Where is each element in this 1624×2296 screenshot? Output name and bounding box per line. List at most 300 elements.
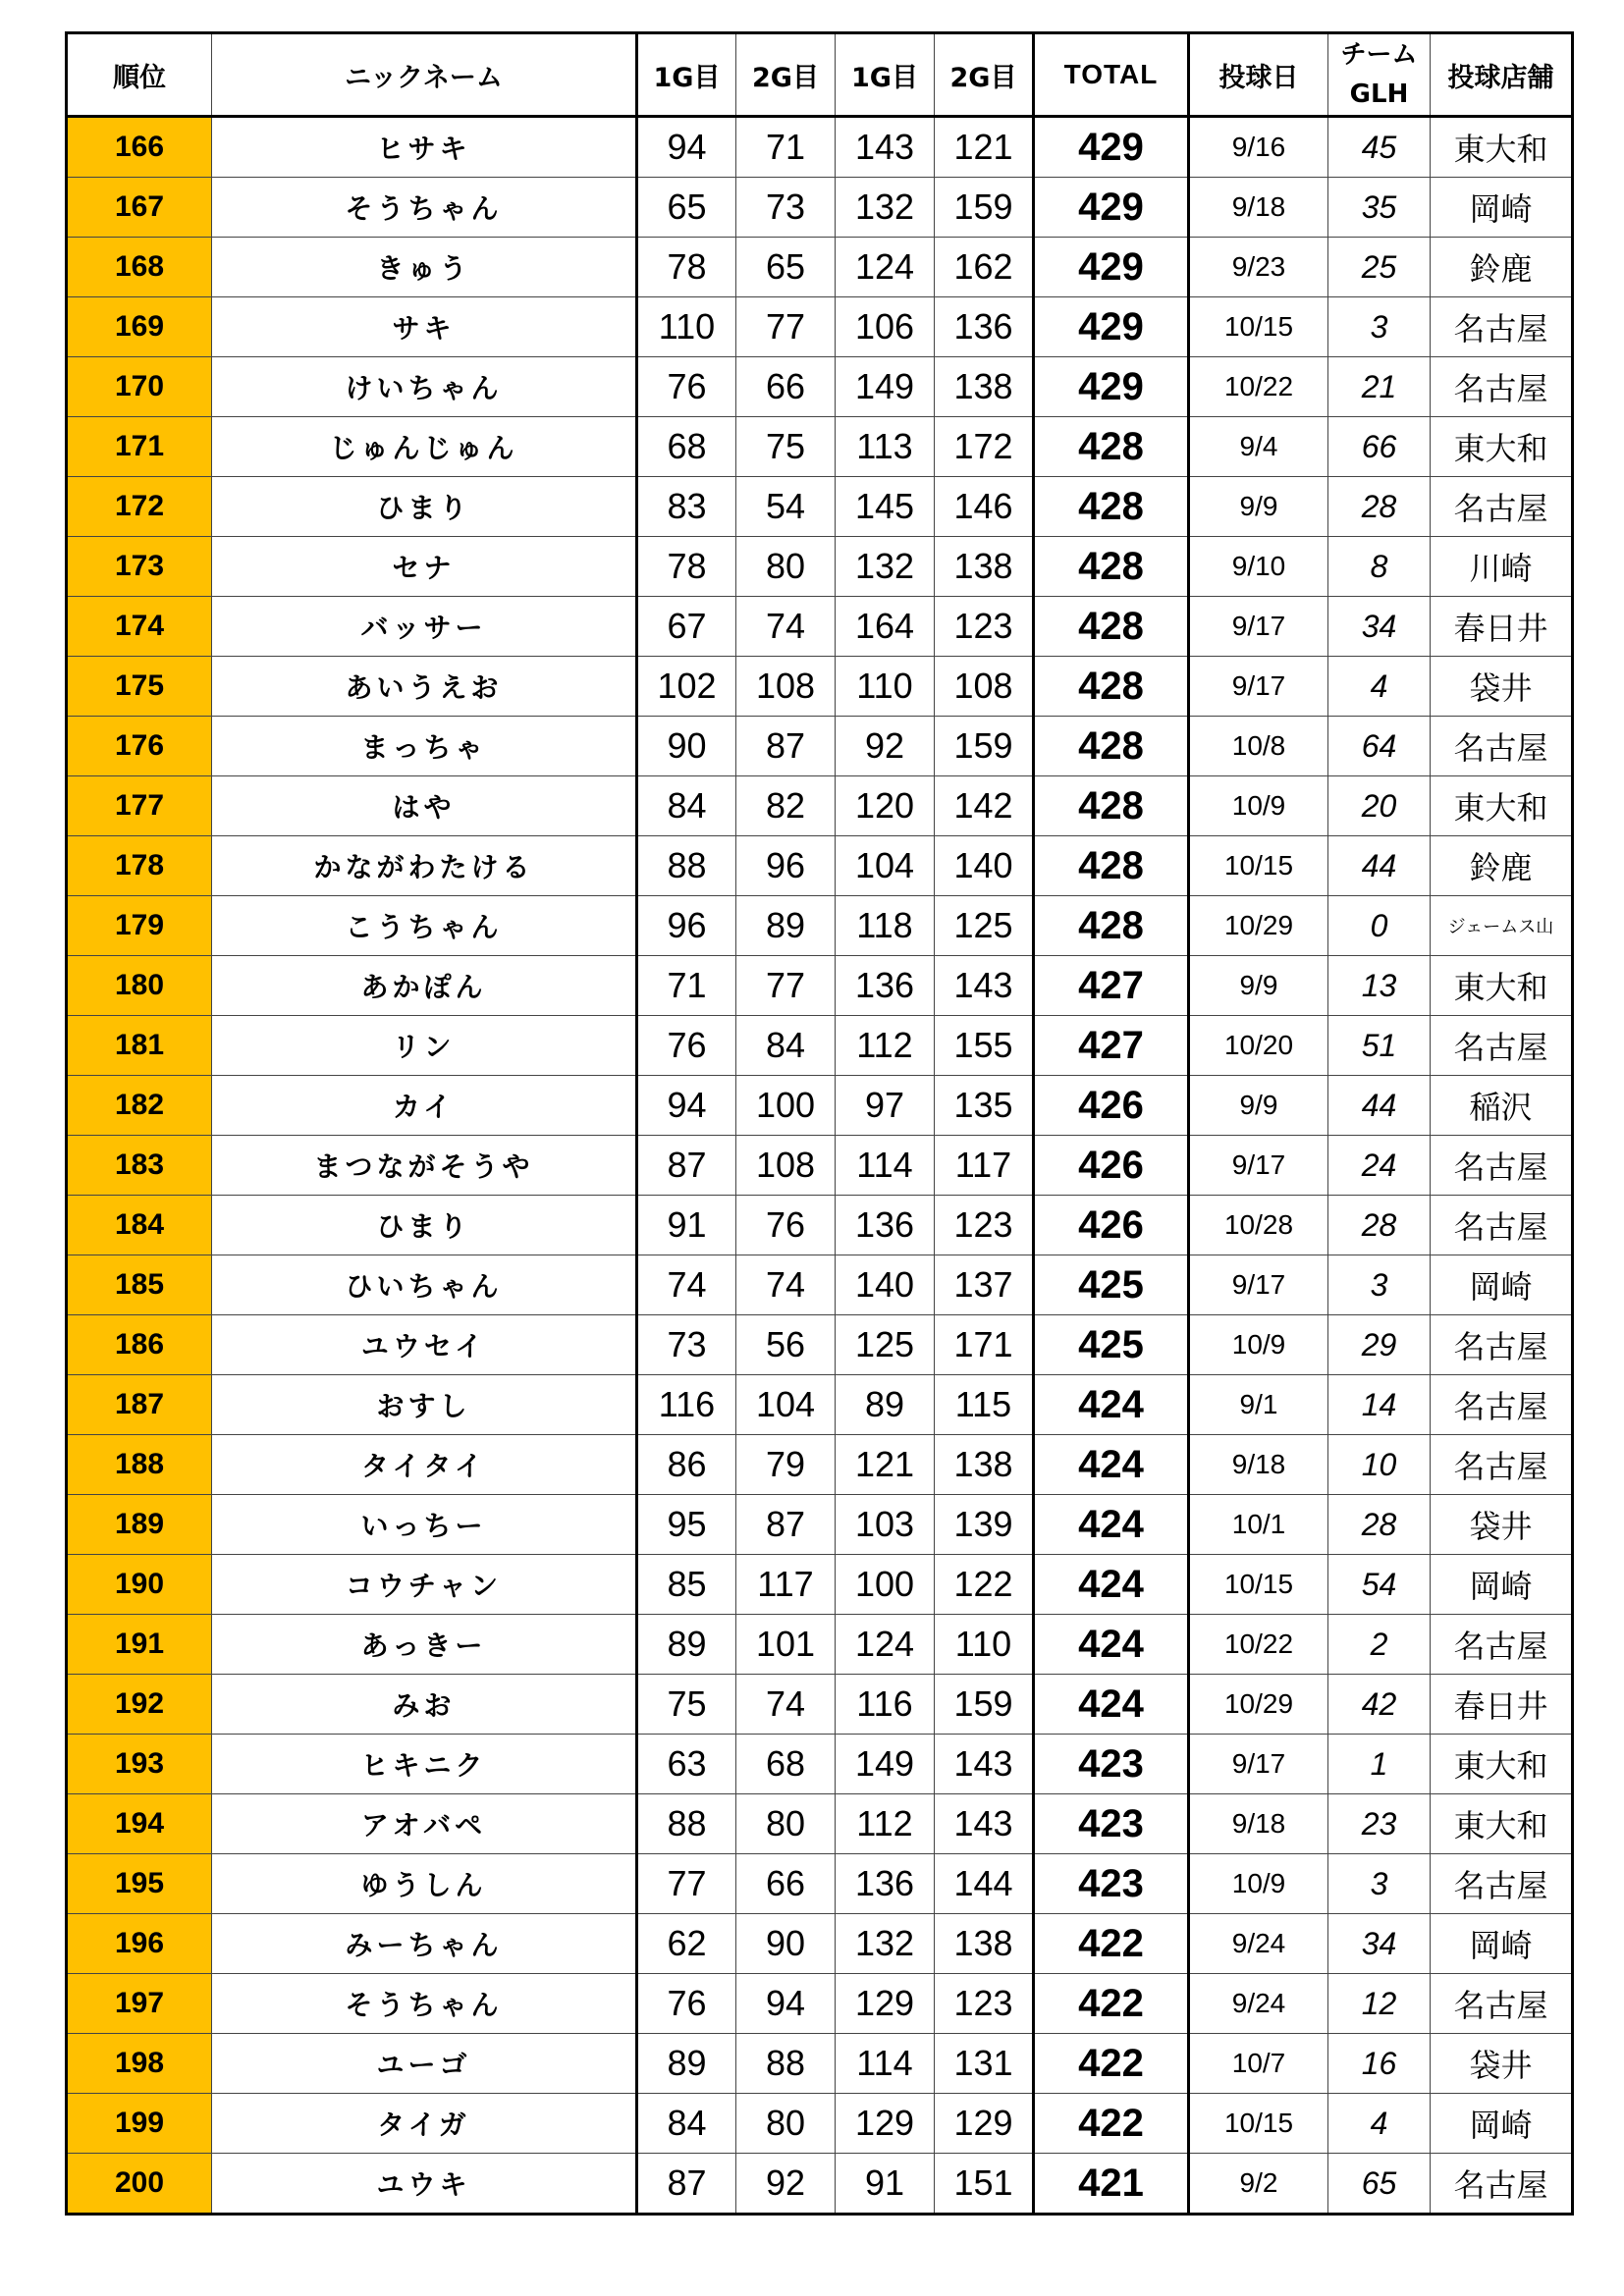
game2-a-cell: 117 (736, 1555, 836, 1615)
table-row (67, 1196, 1573, 1255)
store-cell: 名古屋 (1431, 1615, 1573, 1675)
game2-a-cell: 77 (736, 297, 836, 357)
store-cell: 名古屋 (1431, 1854, 1573, 1914)
date-cell: 10/29 (1189, 896, 1328, 956)
glh-cell: 3 (1328, 1255, 1431, 1315)
rank-cell: 166 (67, 117, 212, 178)
total-cell: 428 (1034, 597, 1189, 657)
game2-a-cell: 66 (736, 357, 836, 417)
total-cell: 424 (1034, 1375, 1189, 1435)
rank-cell: 196 (67, 1914, 212, 1974)
game1-b-cell: 116 (836, 1675, 935, 1735)
game2-b-cell: 123 (935, 597, 1034, 657)
ranking-rows (67, 117, 1573, 2215)
table-row (67, 1615, 1573, 1675)
nickname-cell: リン (212, 1016, 637, 1076)
total-cell: 424 (1034, 1555, 1189, 1615)
table-row (67, 1854, 1573, 1914)
glh-cell: 20 (1328, 776, 1431, 836)
game2-b-cell: 143 (935, 956, 1034, 1016)
rank-cell: 200 (67, 2154, 212, 2215)
nickname-cell: こうちゃん (212, 896, 637, 956)
total-cell: 427 (1034, 1016, 1189, 1076)
glh-cell: 44 (1328, 1076, 1431, 1136)
glh-cell: 2 (1328, 1615, 1431, 1675)
game2-b-cell: 162 (935, 238, 1034, 297)
game1-a-cell: 78 (637, 537, 736, 597)
game2-b-cell: 138 (935, 357, 1034, 417)
nickname-cell: けいちゃん (212, 357, 637, 417)
store-cell: 春日井 (1431, 597, 1573, 657)
rank-cell: 169 (67, 297, 212, 357)
nickname-cell: そうちゃん (212, 178, 637, 238)
game1-a-cell: 71 (637, 956, 736, 1016)
table-row (67, 896, 1573, 956)
game1-b-cell: 114 (836, 1136, 935, 1196)
date-cell: 9/17 (1189, 1255, 1328, 1315)
total-cell: 423 (1034, 1854, 1189, 1914)
game1-a-cell: 76 (637, 1974, 736, 2034)
rank-cell: 175 (67, 657, 212, 717)
game2-a-cell: 82 (736, 776, 836, 836)
date-cell: 10/8 (1189, 717, 1328, 776)
nickname-cell: ユウキ (212, 2154, 637, 2215)
game2-b-cell: 172 (935, 417, 1034, 477)
rank-cell: 195 (67, 1854, 212, 1914)
nickname-cell: そうちゃん (212, 1974, 637, 2034)
game1-a-cell: 95 (637, 1495, 736, 1555)
rank-cell: 188 (67, 1435, 212, 1495)
game1-b-cell: 112 (836, 1016, 935, 1076)
glh-cell: 14 (1328, 1375, 1431, 1435)
ranking-table (65, 31, 1574, 2216)
game2-b-cell: 131 (935, 2034, 1034, 2094)
game1-a-cell: 62 (637, 1914, 736, 1974)
store-cell: 名古屋 (1431, 1435, 1573, 1495)
glh-cell: 28 (1328, 1495, 1431, 1555)
table-row (67, 1914, 1573, 1974)
glh-cell: 34 (1328, 1914, 1431, 1974)
table-row (67, 1016, 1573, 1076)
game2-b-cell: 138 (935, 1914, 1034, 1974)
game2-b-cell: 137 (935, 1255, 1034, 1315)
game1-a-cell: 63 (637, 1735, 736, 1794)
glh-cell: 25 (1328, 238, 1431, 297)
date-cell: 10/15 (1189, 836, 1328, 896)
store-cell: 岡崎 (1431, 2094, 1573, 2154)
game2-a-cell: 80 (736, 1794, 836, 1854)
nickname-cell: みーちゃん (212, 1914, 637, 1974)
glh-cell: 3 (1328, 1854, 1431, 1914)
glh-cell: 54 (1328, 1555, 1431, 1615)
game2-b-cell: 159 (935, 1675, 1034, 1735)
date-cell: 10/15 (1189, 2094, 1328, 2154)
game1-a-cell: 86 (637, 1435, 736, 1495)
glh-cell: 13 (1328, 956, 1431, 1016)
nickname-cell: ひまり (212, 1196, 637, 1255)
game2-b-cell: 123 (935, 1974, 1034, 2034)
table-row (67, 2094, 1573, 2154)
game1-a-cell: 74 (637, 1255, 736, 1315)
nickname-cell: ゆうしん (212, 1854, 637, 1914)
store-cell: 東大和 (1431, 956, 1573, 1016)
game1-b-cell: 89 (836, 1375, 935, 1435)
store-cell: 鈴鹿 (1431, 836, 1573, 896)
rank-cell: 192 (67, 1675, 212, 1735)
glh-cell: 1 (1328, 1735, 1431, 1794)
game1-a-cell: 110 (637, 297, 736, 357)
game2-b-cell: 138 (935, 537, 1034, 597)
game2-b-cell: 122 (935, 1555, 1034, 1615)
table-row (67, 178, 1573, 238)
game2-b-cell: 125 (935, 896, 1034, 956)
game2-b-cell: 171 (935, 1315, 1034, 1375)
date-cell: 10/28 (1189, 1196, 1328, 1255)
total-cell: 421 (1034, 2154, 1189, 2215)
game1-a-cell: 88 (637, 836, 736, 896)
game1-b-cell: 120 (836, 776, 935, 836)
header-total: TOTAL (1034, 33, 1189, 117)
store-cell: 岡崎 (1431, 1914, 1573, 1974)
store-cell: 鈴鹿 (1431, 238, 1573, 297)
glh-cell: 28 (1328, 1196, 1431, 1255)
nickname-cell: まっちゃ (212, 717, 637, 776)
game2-a-cell: 87 (736, 1495, 836, 1555)
table-row (67, 1735, 1573, 1794)
total-cell: 429 (1034, 178, 1189, 238)
game1-b-cell: 121 (836, 1435, 935, 1495)
game2-b-cell: 151 (935, 2154, 1034, 2215)
date-cell: 9/24 (1189, 1974, 1328, 2034)
rank-cell: 182 (67, 1076, 212, 1136)
glh-cell: 65 (1328, 2154, 1431, 2215)
game1-a-cell: 67 (637, 597, 736, 657)
game1-a-cell: 94 (637, 117, 736, 178)
table-row (67, 836, 1573, 896)
header-game1-b: 1G目 (836, 33, 935, 117)
date-cell: 10/22 (1189, 357, 1328, 417)
rank-cell: 185 (67, 1255, 212, 1315)
nickname-cell: ひまり (212, 477, 637, 537)
game1-a-cell: 73 (637, 1315, 736, 1375)
nickname-cell: あっきー (212, 1615, 637, 1675)
game1-a-cell: 84 (637, 2094, 736, 2154)
game1-b-cell: 149 (836, 1735, 935, 1794)
nickname-cell: ひいちゃん (212, 1255, 637, 1315)
nickname-cell: セナ (212, 537, 637, 597)
game1-a-cell: 68 (637, 417, 736, 477)
table-row (67, 1435, 1573, 1495)
header-game1-a: 1G目 (637, 33, 736, 117)
game1-b-cell: 91 (836, 2154, 935, 2215)
total-cell: 428 (1034, 537, 1189, 597)
header-game2-b: 2G目 (935, 33, 1034, 117)
game2-b-cell: 135 (935, 1076, 1034, 1136)
game2-a-cell: 74 (736, 1675, 836, 1735)
game2-a-cell: 73 (736, 178, 836, 238)
table-row (67, 2154, 1573, 2215)
game1-a-cell: 102 (637, 657, 736, 717)
rank-cell: 168 (67, 238, 212, 297)
game2-a-cell: 108 (736, 1136, 836, 1196)
game1-a-cell: 65 (637, 178, 736, 238)
nickname-cell: あかぽん (212, 956, 637, 1016)
date-cell: 9/10 (1189, 537, 1328, 597)
date-cell: 10/9 (1189, 1854, 1328, 1914)
game1-b-cell: 125 (836, 1315, 935, 1375)
table-row (67, 477, 1573, 537)
table-row (67, 117, 1573, 178)
rank-cell: 179 (67, 896, 212, 956)
nickname-cell: おすし (212, 1375, 637, 1435)
total-cell: 424 (1034, 1435, 1189, 1495)
game2-b-cell: 117 (935, 1136, 1034, 1196)
table-row (67, 1255, 1573, 1315)
game2-b-cell: 138 (935, 1435, 1034, 1495)
game1-b-cell: 140 (836, 1255, 935, 1315)
table-row (67, 1555, 1573, 1615)
nickname-cell: いっちー (212, 1495, 637, 1555)
nickname-cell: じゅんじゅん (212, 417, 637, 477)
nickname-cell: きゅう (212, 238, 637, 297)
game1-b-cell: 136 (836, 956, 935, 1016)
total-cell: 426 (1034, 1076, 1189, 1136)
date-cell: 9/9 (1189, 477, 1328, 537)
store-cell: 袋井 (1431, 2034, 1573, 2094)
glh-cell: 34 (1328, 597, 1431, 657)
game1-b-cell: 136 (836, 1196, 935, 1255)
nickname-cell: アオバペ (212, 1794, 637, 1854)
glh-cell: 10 (1328, 1435, 1431, 1495)
store-cell: 名古屋 (1431, 1196, 1573, 1255)
game1-a-cell: 76 (637, 357, 736, 417)
game1-b-cell: 118 (836, 896, 935, 956)
game2-b-cell: 121 (935, 117, 1034, 178)
date-cell: 9/18 (1189, 1794, 1328, 1854)
game1-a-cell: 94 (637, 1076, 736, 1136)
game2-a-cell: 88 (736, 2034, 836, 2094)
glh-cell: 45 (1328, 117, 1431, 178)
total-cell: 422 (1034, 1914, 1189, 1974)
game1-b-cell: 104 (836, 836, 935, 896)
game2-a-cell: 96 (736, 836, 836, 896)
store-cell: 名古屋 (1431, 477, 1573, 537)
game2-a-cell: 104 (736, 1375, 836, 1435)
store-cell: 名古屋 (1431, 717, 1573, 776)
glh-cell: 12 (1328, 1974, 1431, 2034)
table-row (67, 597, 1573, 657)
game1-b-cell: 124 (836, 238, 935, 297)
store-cell: 東大和 (1431, 117, 1573, 178)
rank-cell: 180 (67, 956, 212, 1016)
store-cell: 東大和 (1431, 1735, 1573, 1794)
game1-a-cell: 90 (637, 717, 736, 776)
date-cell: 9/17 (1189, 1735, 1328, 1794)
game1-b-cell: 143 (836, 117, 935, 178)
game2-b-cell: 136 (935, 297, 1034, 357)
store-cell: 名古屋 (1431, 1974, 1573, 2034)
rank-cell: 198 (67, 2034, 212, 2094)
store-cell: 名古屋 (1431, 357, 1573, 417)
date-cell: 10/15 (1189, 1555, 1328, 1615)
nickname-cell: ヒキニク (212, 1735, 637, 1794)
header-store: 投球店舗 (1431, 33, 1573, 117)
nickname-cell: はや (212, 776, 637, 836)
game1-b-cell: 132 (836, 178, 935, 238)
total-cell: 426 (1034, 1196, 1189, 1255)
total-cell: 423 (1034, 1735, 1189, 1794)
table-row (67, 1076, 1573, 1136)
header-date: 投球日 (1189, 33, 1328, 117)
glh-cell: 3 (1328, 297, 1431, 357)
game2-a-cell: 92 (736, 2154, 836, 2215)
game2-b-cell: 159 (935, 717, 1034, 776)
total-cell: 429 (1034, 117, 1189, 178)
game1-a-cell: 116 (637, 1375, 736, 1435)
rank-cell: 173 (67, 537, 212, 597)
glh-cell: 4 (1328, 2094, 1431, 2154)
store-cell: 名古屋 (1431, 2154, 1573, 2215)
date-cell: 9/18 (1189, 178, 1328, 238)
game1-b-cell: 92 (836, 717, 935, 776)
game2-b-cell: 142 (935, 776, 1034, 836)
total-cell: 424 (1034, 1495, 1189, 1555)
nickname-cell: サキ (212, 297, 637, 357)
game2-b-cell: 146 (935, 477, 1034, 537)
date-cell: 9/9 (1189, 956, 1328, 1016)
rank-cell: 170 (67, 357, 212, 417)
game2-a-cell: 56 (736, 1315, 836, 1375)
table-row (67, 956, 1573, 1016)
total-cell: 422 (1034, 2094, 1189, 2154)
game1-a-cell: 83 (637, 477, 736, 537)
glh-cell: 51 (1328, 1016, 1431, 1076)
total-cell: 428 (1034, 417, 1189, 477)
game2-b-cell: 143 (935, 1735, 1034, 1794)
table-row (67, 1136, 1573, 1196)
game1-b-cell: 124 (836, 1615, 935, 1675)
table-row (67, 1974, 1573, 2034)
date-cell: 10/29 (1189, 1675, 1328, 1735)
game1-a-cell: 77 (637, 1854, 736, 1914)
store-cell: 東大和 (1431, 1794, 1573, 1854)
game2-a-cell: 77 (736, 956, 836, 1016)
game2-a-cell: 100 (736, 1076, 836, 1136)
rank-cell: 187 (67, 1375, 212, 1435)
header-game2-a: 2G目 (736, 33, 836, 117)
total-cell: 424 (1034, 1615, 1189, 1675)
glh-cell: 21 (1328, 357, 1431, 417)
total-cell: 425 (1034, 1315, 1189, 1375)
game2-a-cell: 75 (736, 417, 836, 477)
date-cell: 9/2 (1189, 2154, 1328, 2215)
store-cell: 袋井 (1431, 657, 1573, 717)
table-row (67, 717, 1573, 776)
total-cell: 422 (1034, 2034, 1189, 2094)
glh-cell: 23 (1328, 1794, 1431, 1854)
game2-a-cell: 68 (736, 1735, 836, 1794)
game1-a-cell: 75 (637, 1675, 736, 1735)
glh-cell: 66 (1328, 417, 1431, 477)
header-rank: 順位 (67, 33, 212, 117)
game1-a-cell: 78 (637, 238, 736, 297)
rank-cell: 183 (67, 1136, 212, 1196)
store-cell: 袋井 (1431, 1495, 1573, 1555)
game1-a-cell: 91 (637, 1196, 736, 1255)
game2-b-cell: 155 (935, 1016, 1034, 1076)
date-cell: 9/17 (1189, 597, 1328, 657)
header-nickname: ニックネーム (212, 33, 637, 117)
total-cell: 428 (1034, 836, 1189, 896)
header-team-glh (1328, 33, 1431, 117)
game1-a-cell: 88 (637, 1794, 736, 1854)
game2-b-cell: 115 (935, 1375, 1034, 1435)
game2-b-cell: 144 (935, 1854, 1034, 1914)
rank-cell: 184 (67, 1196, 212, 1255)
rank-cell: 190 (67, 1555, 212, 1615)
game2-b-cell: 143 (935, 1794, 1034, 1854)
rank-cell: 177 (67, 776, 212, 836)
game2-a-cell: 65 (736, 238, 836, 297)
table-row (67, 776, 1573, 836)
nickname-cell: ヒサキ (212, 117, 637, 178)
nickname-cell: バッサー (212, 597, 637, 657)
game2-a-cell: 66 (736, 1854, 836, 1914)
total-cell: 427 (1034, 956, 1189, 1016)
nickname-cell: あいうえお (212, 657, 637, 717)
game2-a-cell: 94 (736, 1974, 836, 2034)
total-cell: 422 (1034, 1974, 1189, 2034)
date-cell: 10/22 (1189, 1615, 1328, 1675)
total-cell: 428 (1034, 896, 1189, 956)
nickname-cell: カイ (212, 1076, 637, 1136)
game1-b-cell: 112 (836, 1794, 935, 1854)
game1-b-cell: 106 (836, 297, 935, 357)
game1-b-cell: 113 (836, 417, 935, 477)
store-cell: 東大和 (1431, 776, 1573, 836)
date-cell: 9/1 (1189, 1375, 1328, 1435)
table-row (67, 238, 1573, 297)
total-cell: 424 (1034, 1675, 1189, 1735)
game2-a-cell: 84 (736, 1016, 836, 1076)
game1-a-cell: 87 (637, 1136, 736, 1196)
nickname-cell: ユウセイ (212, 1315, 637, 1375)
game1-b-cell: 132 (836, 537, 935, 597)
game2-a-cell: 101 (736, 1615, 836, 1675)
game1-a-cell: 84 (637, 776, 736, 836)
nickname-cell: コウチャン (212, 1555, 637, 1615)
game2-a-cell: 108 (736, 657, 836, 717)
store-cell: 岡崎 (1431, 1555, 1573, 1615)
total-cell: 428 (1034, 477, 1189, 537)
game2-a-cell: 74 (736, 1255, 836, 1315)
rank-cell: 193 (67, 1735, 212, 1794)
table-row (67, 1794, 1573, 1854)
glh-cell: 42 (1328, 1675, 1431, 1735)
total-cell: 429 (1034, 238, 1189, 297)
glh-cell: 8 (1328, 537, 1431, 597)
game1-a-cell: 76 (637, 1016, 736, 1076)
table-row (67, 417, 1573, 477)
date-cell: 9/9 (1189, 1076, 1328, 1136)
total-cell: 423 (1034, 1794, 1189, 1854)
rank-cell: 172 (67, 477, 212, 537)
game1-b-cell: 136 (836, 1854, 935, 1914)
glh-cell: 44 (1328, 836, 1431, 896)
table-row (67, 357, 1573, 417)
game2-b-cell: 123 (935, 1196, 1034, 1255)
total-cell: 425 (1034, 1255, 1189, 1315)
